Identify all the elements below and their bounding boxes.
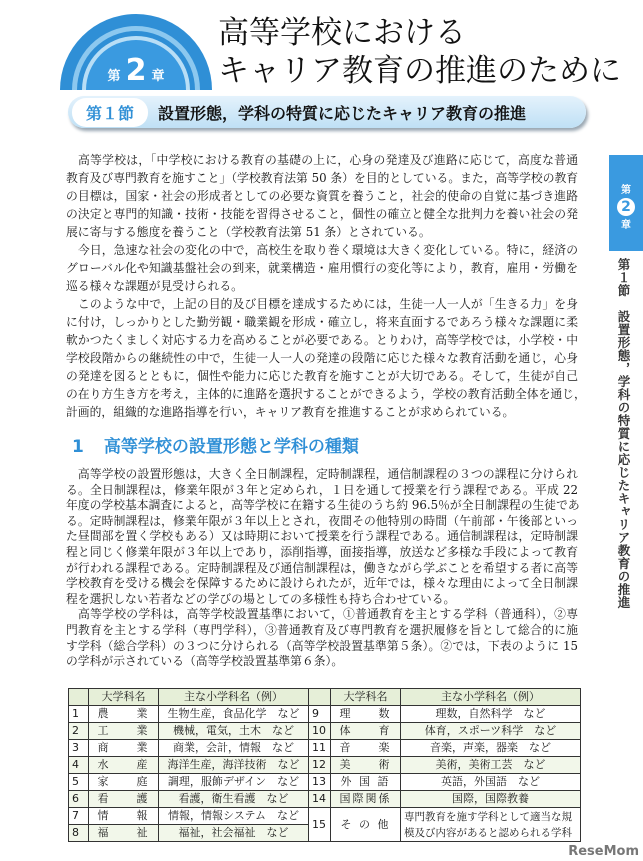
chapter-number: 2	[125, 53, 147, 88]
table-cell	[401, 808, 581, 842]
table-cell: 福 祉	[89, 825, 159, 842]
heading-number: 1	[72, 437, 84, 457]
table-row	[69, 723, 581, 740]
table-cell: 商 業	[89, 740, 159, 757]
chapter-title-line: 高等学校における	[218, 15, 466, 51]
table-cell: 生物生産，食品化学 など	[159, 706, 309, 723]
table-cell: 福祉，社会福祉 など	[159, 825, 309, 842]
table-cell: 理 数	[331, 706, 401, 723]
table-row	[69, 740, 581, 757]
column-header: 主な小学科名（例）	[401, 689, 581, 706]
chapter-badge	[60, 14, 212, 90]
text-line: 高等学校の設置形態は，大きく全日制課程，定時制課程，通信制課程の３つの課程に分けられ	[66, 467, 578, 481]
column-header	[69, 689, 89, 706]
text-line: 展に寄与する態度を養うこと（学校教育法第 51 条）とされている。	[66, 225, 431, 239]
table-cell: 海洋生産，海洋技術 など	[159, 757, 309, 774]
table-cell: 12	[309, 757, 331, 774]
chapter-suffix: 章	[151, 69, 165, 84]
table-cell: 音楽，声楽，器楽 など	[401, 740, 581, 757]
table-cell: 1	[69, 706, 89, 723]
text-line: す学科（総合学科）の３つに分けられる（高等学校設置基準第５条）。②では，下表のように 15	[66, 638, 578, 653]
table-cell: 美 術	[331, 757, 401, 774]
text-line: 程と同じく修業年限が３年以上であり，添削指導，面接指導，放送など多様な手段によって教育	[66, 544, 578, 559]
text-line: の在り方生き方を考え，主体的に進路を選択することができるよう，学校の教育活動全体を通じ，	[66, 387, 586, 401]
table-cell: 10	[309, 723, 331, 740]
table-cell: 看 護	[89, 791, 159, 808]
table-cell: 7	[69, 808, 89, 825]
table-cell: 機械，電気，土木 など	[159, 723, 309, 740]
table-cell: 音 楽	[331, 740, 401, 757]
table-cell: 8	[69, 825, 89, 842]
section-title: 設置形態，学科の特質に応じたキャリア教育の推進	[158, 103, 527, 123]
text-line: の決定と専門的知識・技術・技能を習得させること，個性の確立と健全な批判力を養い社会の発	[66, 207, 578, 221]
chapter-title-line: キャリア教育の推進のために	[218, 53, 621, 89]
table-cell: 2	[69, 723, 89, 740]
table-cell: 家 庭	[89, 774, 159, 791]
table-cell: 農 業	[89, 706, 159, 723]
text-line: 門教育を主とする学科（専門学科），③普通教育及び専門教育を選択履修を旨として総合的に施	[66, 622, 578, 637]
text-line: 学校段階からの継続性の中で，生徒一人一人の発達の段階に応じた様々な教育活動を通じ，心身	[66, 351, 578, 365]
body-paragraphs	[66, 467, 578, 670]
department-table	[68, 688, 581, 842]
heading-title: 高等学校の設置形態と学科の種類	[103, 437, 359, 457]
table-cell: 水 産	[89, 757, 159, 774]
text-line: 学校教育を受ける機会を保障するために設けられたが，近年では，様々な理由によって全日制課	[66, 576, 578, 591]
table-cell: 14	[309, 791, 331, 808]
table-cell: 美術，美術工芸 など	[401, 757, 581, 774]
cell-line: 模及び内容があると認められる学科	[404, 826, 572, 839]
table-row	[69, 791, 581, 808]
column-header	[309, 689, 331, 706]
section-label: 第１節	[72, 98, 148, 127]
table-cell: 15	[309, 808, 331, 842]
table-row	[69, 808, 581, 825]
table-cell: 国際関係	[331, 791, 401, 808]
text-line: グローバル化や知識基盤社会の到来，就業構造・雇用慣行の変化等により，教育，雇用・労働を	[66, 261, 578, 275]
chapter-side-tab	[609, 155, 643, 251]
column-header: 主な小学科名（例）	[159, 689, 309, 706]
table-cell: 3	[69, 740, 89, 757]
table-cell: 英語，外国語 など	[401, 774, 581, 791]
side-tab-number: 2	[617, 198, 635, 216]
text-line: に付け，しっかりとした勤労観・職業観を形成・確立し，将来直面するであろう様々な課題に柔	[66, 315, 578, 329]
table-cell: 13	[309, 774, 331, 791]
table-cell: 5	[69, 774, 89, 791]
text-line: 教育及び専門教育を施すこと」（学校教育法第 50 条）を目的としている。また，高等学校の教育	[66, 171, 579, 185]
watermark-logo: ReseMom	[568, 844, 639, 859]
text-line: 今日，急速な社会の変化の中で，高校生を取り巻く環境は大きく変化している。特に，経済の	[66, 243, 578, 257]
section-heading	[72, 432, 359, 457]
column-header: 大学科名	[331, 689, 401, 706]
text-line: る。定時制課程は，修業年限が３年以上とされ，夜間その他特別の時間（午前部・午後部といっ	[66, 513, 578, 528]
text-line: 程を選択しない若者などの学びの場としての多様性も持ち合わせている。	[66, 591, 456, 606]
table-cell: 6	[69, 791, 89, 808]
chapter-title	[218, 14, 621, 90]
text-line: 年度の学校基本調査によると，高等学校に在籍する生徒のうち約 96.5％が全日制課程の生徒であ	[66, 498, 580, 513]
table-cell: 理数，自然科学 など	[401, 706, 581, 723]
table-row	[69, 706, 581, 723]
text-line: 高等学校の学科は，高等学校設置基準において，①普通教育を主とする学科（普通科），②専	[66, 607, 578, 622]
side-tab-suffix: 章	[621, 220, 631, 231]
cell-line: 専門教育を施す学科として適当な規	[404, 810, 572, 823]
table-row	[69, 774, 581, 791]
text-line: 計画的，組織的な進路指導を行い，キャリア教育を推進することが求められている。	[66, 405, 515, 419]
column-header: 大学科名	[89, 689, 159, 706]
table-cell: そ の 他	[331, 808, 401, 842]
text-line: 軟かつたくましく対応する力を高めることが必要である。とりわけ，高等学校では，小学校・中	[66, 333, 578, 347]
text-line: 巡る様々な課題が見受けられる。	[66, 279, 243, 293]
text-line: の目標は，国家・社会の形成者としての必要な資質を養うこと，社会的使命の自覚に基づき進路	[66, 189, 578, 203]
table-cell: 情報，情報システム など	[159, 808, 309, 825]
text-line: が行われる課程である。定時制課程及び通信制課程は，働きながら学ぶことを希望する者に高等	[66, 560, 578, 575]
table-cell: 体 育	[331, 723, 401, 740]
table-cell: 外 国 語	[331, 774, 401, 791]
table-cell: 4	[69, 757, 89, 774]
table-cell: 9	[309, 706, 331, 723]
table-cell: 体育，スポーツ科学 など	[401, 723, 581, 740]
text-line: このような中で，上記の目的及び目標を達成するためには，生徒一人一人が「生きる力」を身	[66, 297, 578, 311]
table-row	[69, 757, 581, 774]
side-tab-prefix: 第	[621, 185, 631, 196]
table-cell: 国際，国際教養	[401, 791, 581, 808]
table-cell: 看護，衛生看護 など	[159, 791, 309, 808]
table-cell: 情 報	[89, 808, 159, 825]
table-cell: 11	[309, 740, 331, 757]
table-cell: 工 業	[89, 723, 159, 740]
side-vertical-title: 第１節 設置形態，学科の特質に応じたキャリア教育の推進	[616, 258, 631, 609]
text-line: 高等学校は，「中学校における教育の基礎の上に，心身の発達及び進路に応じて，高度な普通	[66, 153, 578, 167]
text-line: の発達を図るとともに，個性や能力に応じた教育を施すことが大切である。そして，生徒が自己	[66, 369, 578, 383]
table-cell: 調理，服飾デザイン など	[159, 774, 309, 791]
text-line: る。全日制課程は，修業年限が３年と定められ，１日を通して授業を行う課程である。平成 22	[66, 482, 578, 497]
text-line: の学科が示されている（高等学校設置基準第６条）。	[66, 654, 344, 669]
chapter-prefix: 第	[107, 69, 121, 84]
text-line: た昼間部を置く学校もある）又は時期において授業を行う課程である。通信制課程は，定時制課	[66, 529, 578, 544]
section-header	[68, 96, 586, 128]
table-cell: 商業，会計，情報 など	[159, 740, 309, 757]
intro-paragraphs	[66, 151, 586, 421]
table-header-row	[69, 689, 581, 706]
